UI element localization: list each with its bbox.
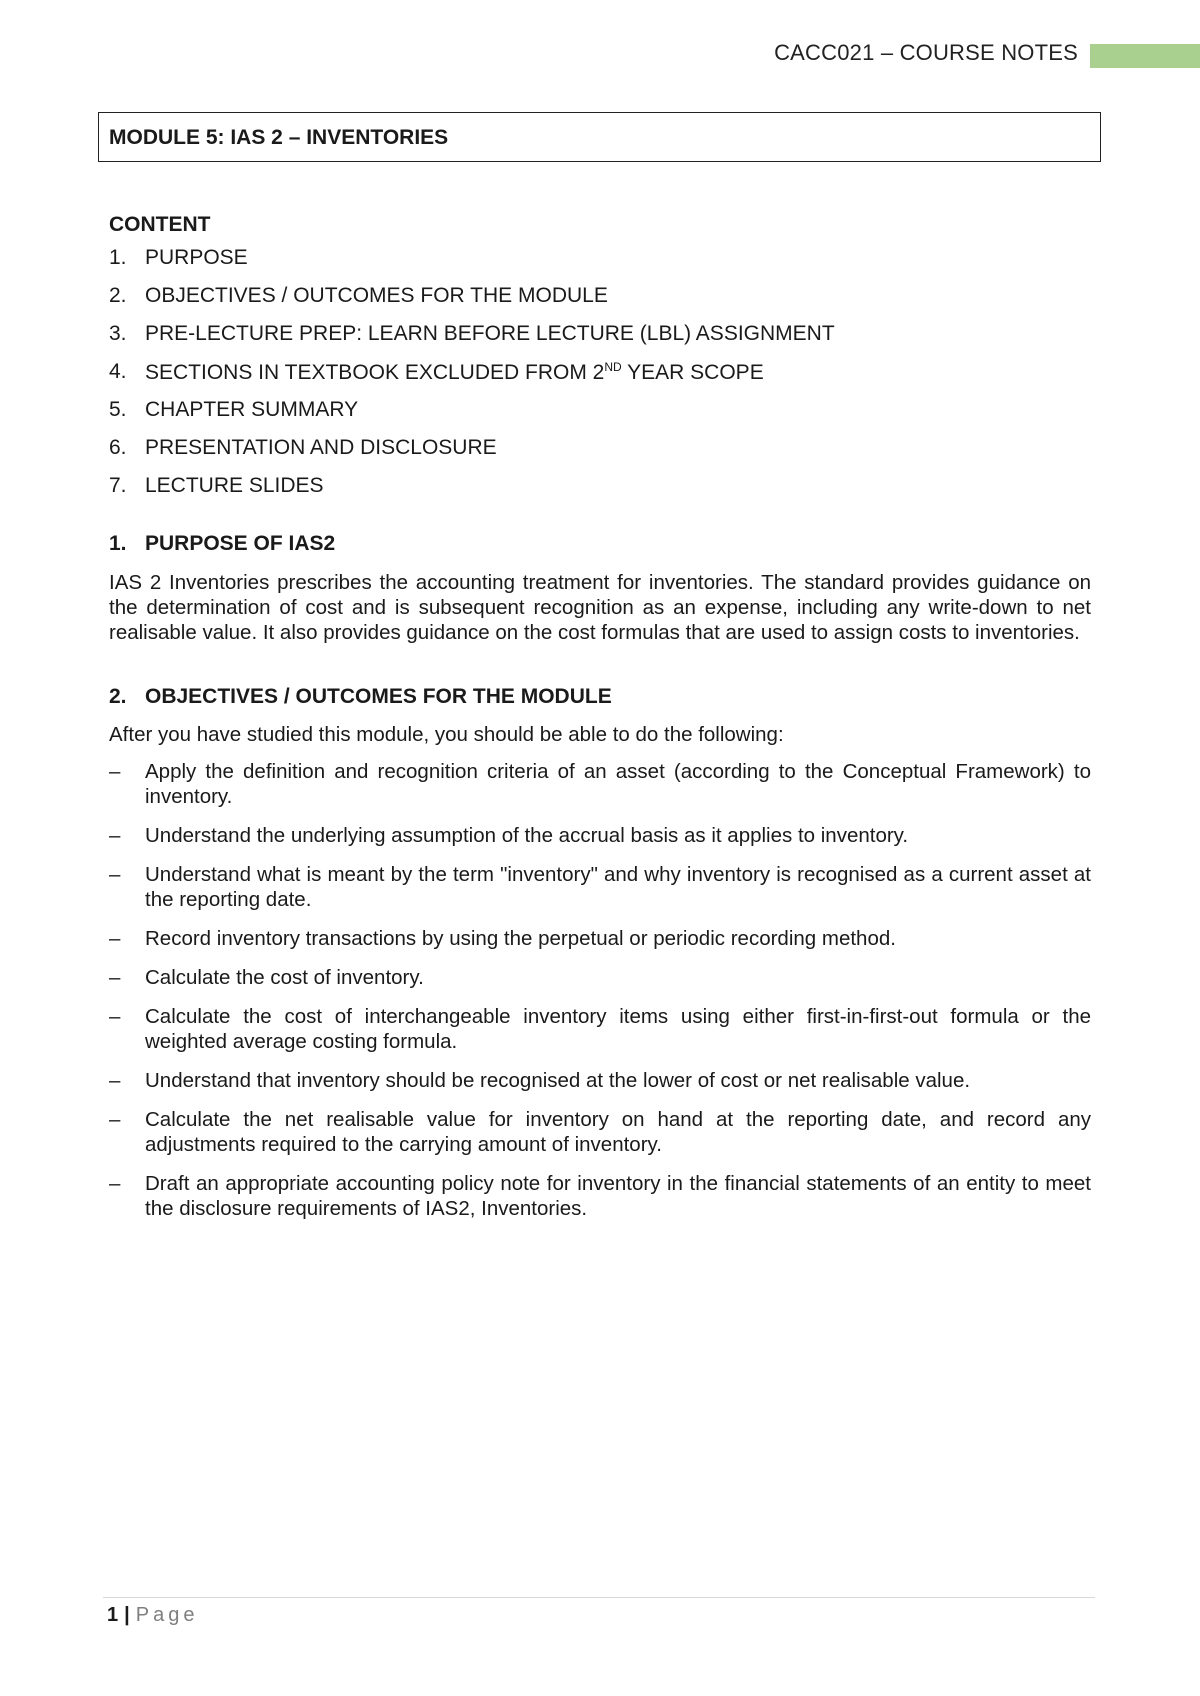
ordinal-superscript: ND: [604, 360, 622, 374]
objectives-heading: [109, 685, 1091, 709]
dash-bullet: –: [109, 966, 121, 989]
dash-bullet: –: [109, 824, 121, 847]
contents-item-label: LECTURE SLIDES: [145, 474, 324, 497]
contents-item-number: 3.: [109, 322, 127, 345]
contents-item-label: OBJECTIVES / OUTCOMES FOR THE MODULE: [145, 284, 608, 307]
contents-list: [109, 246, 1091, 512]
page-number: 1: [107, 1604, 119, 1626]
objective-item: [109, 1068, 1091, 1093]
contents-heading: CONTENT: [109, 213, 211, 236]
contents-item-number: 6.: [109, 436, 127, 459]
contents-item-label: PRE-LECTURE PREP: LEARN BEFORE LECTURE (LBL) ASSIGNMENT: [145, 322, 835, 345]
objective-item: [109, 1004, 1091, 1054]
section-title: OBJECTIVES / OUTCOMES FOR THE MODULE: [145, 685, 612, 708]
objective-item: [109, 862, 1091, 912]
document-body: [109, 210, 1091, 1235]
objectives-list: [109, 759, 1091, 1221]
section-number: 2.: [109, 685, 127, 708]
objective-text: Understand what is meant by the term "inventory" and why inventory is recognised as a current asset at the reporting date.: [145, 863, 1091, 911]
dash-bullet: –: [109, 927, 121, 950]
module-title: MODULE 5: IAS 2 – INVENTORIES: [109, 126, 449, 149]
objective-item: [109, 823, 1091, 848]
contents-item-label-tail: YEAR SCOPE: [621, 361, 764, 384]
objective-text: Calculate the cost of inventory.: [145, 966, 424, 989]
objective-text: Apply the definition and recognition criteria of an asset (according to the Conceptual Framework) to inventory.: [145, 760, 1091, 808]
dash-bullet: –: [109, 863, 121, 886]
objective-item: [109, 926, 1091, 951]
objective-item: [109, 965, 1091, 990]
objective-text: Record inventory transactions by using the perpetual or periodic recording method.: [145, 927, 896, 950]
contents-item: [109, 284, 1091, 322]
dash-bullet: –: [109, 1172, 121, 1195]
contents-item-label-main: SECTIONS IN TEXTBOOK EXCLUDED FROM 2: [145, 361, 605, 384]
dash-bullet: –: [109, 1005, 121, 1028]
page-label: Page: [135, 1604, 199, 1626]
objective-text: Understand the underlying assumption of the accrual basis as it applies to inventory.: [145, 824, 909, 847]
contents-item-label: PURPOSE: [145, 246, 248, 269]
contents-item-number: 4.: [109, 360, 127, 383]
objective-text: Draft an appropriate accounting policy note for inventory in the financial statements of an entity to meet the disclosure requirements of IAS2, Inventories.: [145, 1172, 1091, 1220]
contents-item-label: CHAPTER SUMMARY: [145, 398, 359, 421]
objective-text: Calculate the net realisable value for inventory on hand at the reporting date, and record any adjustments required to the carrying amount of inventory.: [145, 1108, 1091, 1156]
contents-item-number: 1.: [109, 246, 127, 269]
objective-item: [109, 1171, 1091, 1221]
objective-text: Understand that inventory should be recognised at the lower of cost or net realisable value.: [145, 1069, 971, 1092]
contents-item: [109, 398, 1091, 436]
objective-text: Calculate the cost of interchangeable inventory items using either first-in-first-out formula or the weighted average costing formula.: [145, 1005, 1091, 1053]
contents-item: [109, 436, 1091, 474]
contents-item: [109, 246, 1091, 284]
header-accent-bar: [1090, 44, 1200, 68]
contents-item-label: PRESENTATION AND DISCLOSURE: [145, 436, 497, 459]
contents-item-label: [145, 360, 764, 385]
objectives-intro: After you have studied this module, you should be able to do the following:: [109, 723, 784, 746]
footer-separator: |: [124, 1604, 130, 1626]
footer-divider: [103, 1597, 1095, 1598]
contents-item-number: 5.: [109, 398, 127, 421]
contents-item-number: 2.: [109, 284, 127, 307]
contents-item: [109, 322, 1091, 360]
dash-bullet: –: [109, 760, 121, 783]
dash-bullet: –: [109, 1069, 121, 1092]
objective-item: [109, 1107, 1091, 1157]
contents-item: [109, 474, 1091, 512]
purpose-heading: [109, 532, 1091, 556]
objective-item: [109, 759, 1091, 809]
contents-item: [109, 360, 1091, 398]
purpose-paragraph: IAS 2 Inventories prescribes the accounting treatment for inventories. The standard provides guidance on the determination of cost and is subsequent recognition as an expense, including any write-down to net realisable value. It also provides guidance on the cost formulas that are used to assign costs to inventories.: [109, 571, 1091, 644]
dash-bullet: –: [109, 1108, 121, 1131]
module-title-box: [98, 112, 1101, 162]
section-number: 1.: [109, 532, 127, 555]
page-footer: [107, 1604, 198, 1627]
contents-item-number: 7.: [109, 474, 127, 497]
section-title: PURPOSE OF IAS2: [145, 532, 336, 555]
running-header: CACC021 – COURSE NOTES: [774, 40, 1078, 65]
